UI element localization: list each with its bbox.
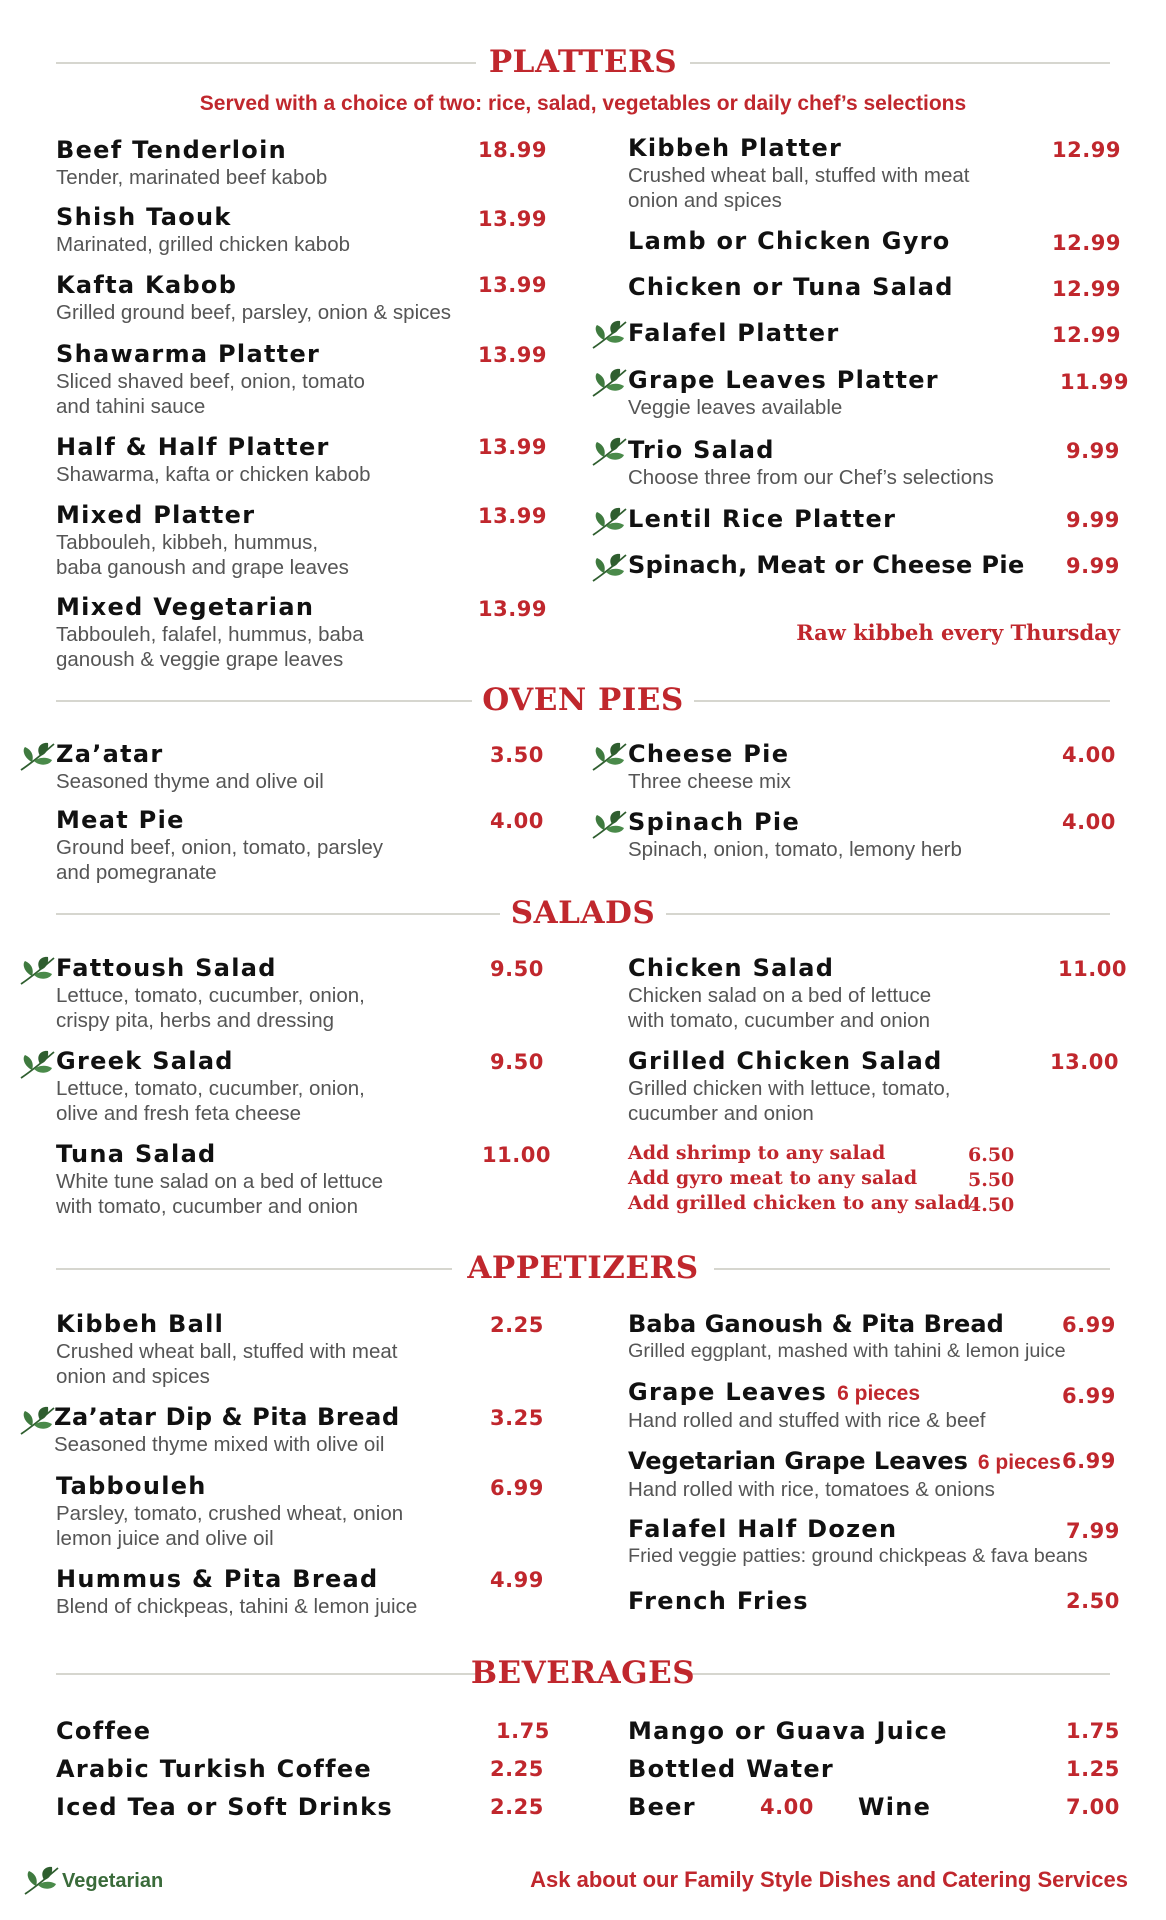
menu-item: Grape Leaves Platter Veggie leaves available — [628, 366, 939, 419]
pieces-badge: 6 pieces — [837, 1382, 921, 1405]
item-price: 4.00 — [490, 809, 544, 833]
menu-item: Grilled Chicken Salad Grilled chicken with lettuce, tomato, cucumber and onion — [628, 1047, 951, 1125]
item-price: 13.99 — [478, 273, 547, 297]
leaf-icon — [590, 435, 630, 467]
item-price: 11.99 — [1060, 370, 1129, 394]
menu-item: Cheese Pie Three cheese mix — [628, 740, 791, 793]
item-price: 6.99 — [1062, 1449, 1116, 1473]
menu-item: Chicken or Tuna Salad — [628, 273, 954, 301]
leaf-icon — [590, 551, 630, 583]
section-title: PLATTERS — [488, 44, 678, 80]
menu-item: Lentil Rice Platter — [628, 505, 897, 533]
addon-price: 5.50 — [968, 1169, 1015, 1191]
menu-item: Kibbeh Ball Crushed wheat ball, stuffed with meat onion and spices — [56, 1310, 398, 1388]
item-price: 4.00 — [760, 1795, 814, 1819]
menu-item: Shawarma Platter Sliced shaved beef, onion, tomato and tahini sauce — [56, 340, 365, 418]
item-price: 9.99 — [1066, 439, 1120, 463]
menu-item: Tabbouleh Parsley, tomato, crushed wheat, onion lemon juice and olive oil — [56, 1472, 404, 1550]
item-price: 4.00 — [1062, 743, 1116, 767]
menu-item: Half & Half Platter Shawarma, kafta or chicken kabob — [56, 433, 371, 486]
item-price: 12.99 — [1052, 323, 1121, 347]
item-price: 13.00 — [1050, 1050, 1119, 1074]
beverage-item: Arabic Turkish Coffee — [56, 1755, 373, 1783]
section-title: APPETIZERS — [467, 1250, 699, 1286]
item-price: 6.99 — [1062, 1384, 1116, 1408]
menu-item: Shish Taouk Marinated, grilled chicken kabob — [56, 203, 350, 256]
item-price: 2.50 — [1066, 1589, 1120, 1613]
item-price: 13.99 — [478, 504, 547, 528]
leaf-icon — [18, 954, 58, 986]
item-price: 12.99 — [1052, 231, 1121, 255]
salads-header — [56, 893, 1110, 933]
menu-item: Kafta Kabob Grilled ground beef, parsley, onion & spices — [56, 271, 452, 324]
item-price: 12.99 — [1052, 277, 1121, 301]
item-price: 9.50 — [490, 1050, 544, 1074]
menu-item: Za’atar Dip & Pita Bread Seasoned thyme mixed with olive oil — [54, 1403, 400, 1456]
section-title: SALADS — [510, 895, 656, 931]
item-price: 7.00 — [1066, 1795, 1120, 1819]
beverage-item: Bottled Water — [628, 1755, 835, 1783]
item-price: 9.99 — [1066, 508, 1120, 532]
addon-label: Add grilled chicken to any salad — [628, 1192, 971, 1214]
item-price: 6.99 — [1062, 1313, 1116, 1337]
item-price: 13.99 — [478, 343, 547, 367]
beverage-item: Coffee — [56, 1717, 152, 1745]
section-title: OVEN PIES — [482, 682, 684, 718]
leaf-icon — [590, 505, 630, 537]
menu-item: Chicken Salad Chicken salad on a bed of lettuce with tomato, cucumber and onion — [628, 954, 932, 1032]
platters-subheading: Served with a choice of two: rice, salad, vegetables or daily chef’s selections — [199, 92, 967, 115]
item-price: 2.25 — [490, 1795, 544, 1819]
item-price: 6.99 — [490, 1476, 544, 1500]
addon-price: 4.50 — [968, 1194, 1015, 1216]
menu-item: Mixed Platter Tabbouleh, kibbeh, hummus, baba ganoush and grape leaves — [56, 501, 349, 579]
item-price: 11.00 — [482, 1143, 551, 1167]
item-price: 1.75 — [1066, 1719, 1120, 1743]
menu-item: Spinach Pie Spinach, onion, tomato, lemony herb — [628, 808, 962, 861]
item-price: 13.99 — [478, 435, 547, 459]
item-price: 2.25 — [490, 1757, 544, 1781]
item-price: 9.99 — [1066, 554, 1120, 578]
catering-note: Ask about our Family Style Dishes and Catering Services — [530, 1867, 1128, 1892]
item-price: 12.99 — [1052, 138, 1121, 162]
addon-label: Add gyro meat to any salad — [628, 1167, 918, 1189]
item-price: 1.25 — [1066, 1757, 1120, 1781]
leaf-icon — [590, 366, 630, 398]
item-price: 18.99 — [478, 138, 547, 162]
item-price: 3.25 — [490, 1406, 544, 1430]
beverages-header — [56, 1653, 1110, 1693]
item-price: 4.99 — [490, 1568, 544, 1592]
leaf-icon — [18, 1404, 58, 1436]
menu-item: Trio Salad Choose three from our Chef’s selections — [628, 436, 994, 489]
item-price: 9.50 — [490, 957, 544, 981]
menu-item: Tuna Salad White tune salad on a bed of lettuce with tomato, cucumber and onion — [56, 1140, 384, 1218]
menu-item: Fattoush Salad Lettuce, tomato, cucumber, onion, crispy pita, herbs and dressing — [56, 954, 365, 1032]
item-price: 4.00 — [1062, 810, 1116, 834]
menu-item: Falafel Half Dozen Fried veggie patties: ground chickpeas & fava beans — [628, 1515, 1088, 1567]
leaf-icon — [590, 740, 630, 772]
addon-price: 6.50 — [968, 1144, 1015, 1166]
menu-item: Vegetarian Grape Leaves 6 pieces Hand rolled with rice, tomatoes & onions — [628, 1447, 1061, 1501]
beverage-item: Wine — [858, 1793, 932, 1821]
menu-item: Greek Salad Lettuce, tomato, cucumber, onion, olive and fresh feta cheese — [56, 1047, 365, 1125]
menu-item: Grape Leaves 6 pieces Hand rolled and stuffed with rice & beef — [628, 1378, 986, 1432]
pieces-badge: 6 pieces — [977, 1451, 1061, 1474]
item-price: 2.25 — [490, 1313, 544, 1337]
addon-label: Add shrimp to any salad — [628, 1142, 886, 1164]
raw-kibbeh-note: Raw kibbeh every Thursday — [796, 620, 1120, 645]
menu-item: Hummus & Pita Bread Blend of chickpeas, tahini & lemon juice — [56, 1565, 418, 1618]
item-price: 7.99 — [1066, 1519, 1120, 1543]
item-price: 1.75 — [496, 1719, 550, 1743]
menu-item: French Fries — [628, 1587, 809, 1615]
section-title: BEVERAGES — [470, 1655, 696, 1691]
item-price: 13.99 — [478, 597, 547, 621]
menu-item: Beef Tenderloin Tender, marinated beef kabob — [56, 136, 328, 189]
leaf-icon — [18, 740, 58, 772]
item-price: 11.00 — [1058, 957, 1127, 981]
menu-item: Lamb or Chicken Gyro — [628, 227, 951, 255]
beverage-item: Iced Tea or Soft Drinks — [56, 1793, 393, 1821]
platters-header — [56, 42, 1110, 82]
leaf-icon — [18, 1048, 58, 1080]
menu-item: Meat Pie Ground beef, onion, tomato, parsley and pomegranate — [56, 806, 384, 884]
vegetarian-legend: Vegetarian — [62, 1870, 164, 1892]
menu-item: Za’atar Seasoned thyme and olive oil — [56, 740, 324, 793]
beverage-item: Mango or Guava Juice — [628, 1717, 948, 1745]
menu-item: Spinach, Meat or Cheese Pie — [628, 551, 1025, 579]
menu-item: Kibbeh Platter Crushed wheat ball, stuffed with meat onion and spices — [628, 134, 970, 212]
leaf-icon — [590, 318, 630, 350]
menu-item: Baba Ganoush & Pita Bread Grilled eggplant, mashed with tahini & lemon juice — [628, 1310, 1066, 1362]
beverage-item: Beer — [628, 1793, 696, 1821]
item-price: 13.99 — [478, 207, 547, 231]
oven-pies-header — [56, 680, 1110, 720]
appetizers-header — [56, 1248, 1110, 1288]
leaf-icon — [590, 808, 630, 840]
menu-item: Mixed Vegetarian Tabbouleh, falafel, hummus, baba ganoush & veggie grape leaves — [56, 593, 364, 671]
menu-item: Falafel Platter — [628, 319, 840, 347]
item-price: 3.50 — [490, 743, 544, 767]
leaf-icon — [22, 1864, 62, 1896]
